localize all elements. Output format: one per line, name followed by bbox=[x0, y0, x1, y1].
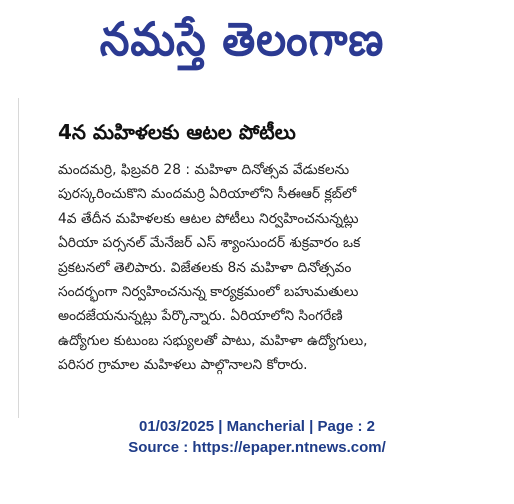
article-line: పురస్కరించుకొని మందమర్రి ఏరియాలోని సీఈఆర్ క్లబ్‌లో bbox=[58, 186, 357, 203]
footer-meta: 01/03/2025 | Mancherial | Page : 2 bbox=[138, 418, 376, 435]
article-line: ప్రకటనలో తెలిపారు. విజేతలకు 8న మహిళా దినోత్సవం bbox=[58, 259, 352, 276]
article-line: 4వ తేదీన మహిళలకు ఆటల పోటీలు నిర్వహించనున్నట్లు bbox=[58, 210, 359, 227]
article-line: అందజేయనున్నట్లు పేర్కొన్నారు. ఏరియాలోని సింగరేణి bbox=[58, 308, 343, 325]
footer bbox=[0, 416, 514, 458]
article-line: మందమర్రి, ఫిబ్రవరి 28 : మహిళా దినోత్సవ వేడుకలను bbox=[58, 162, 350, 178]
article-headline: 4న మహిళలకు ఆటల పోటీలు bbox=[58, 120, 296, 144]
article-line: ఉద్యోగుల కుటుంబ సభ్యులతో పాటు, మహిళా ఉద్యోగులు, bbox=[58, 332, 368, 349]
newspaper-masthead: నమస్తే తెలంగాణ bbox=[99, 12, 385, 66]
article-line: సందర్భంగా నిర్వహించనున్న కార్యక్రమంలో బహుమతులు bbox=[58, 284, 359, 301]
article-line: పరిసర గ్రామాల మహిళలు పాల్గొనాలని కోరారు. bbox=[58, 357, 308, 374]
column-rule bbox=[18, 98, 19, 418]
footer-source-link[interactable]: Source : https://epaper.ntnews.com/ bbox=[128, 439, 386, 456]
article-line: ఏరియా పర్సనల్ మేనేజర్ ఎస్ శ్యాంసుందర్ శుక్రవారం ఒక bbox=[58, 235, 361, 252]
article-body bbox=[58, 158, 462, 378]
